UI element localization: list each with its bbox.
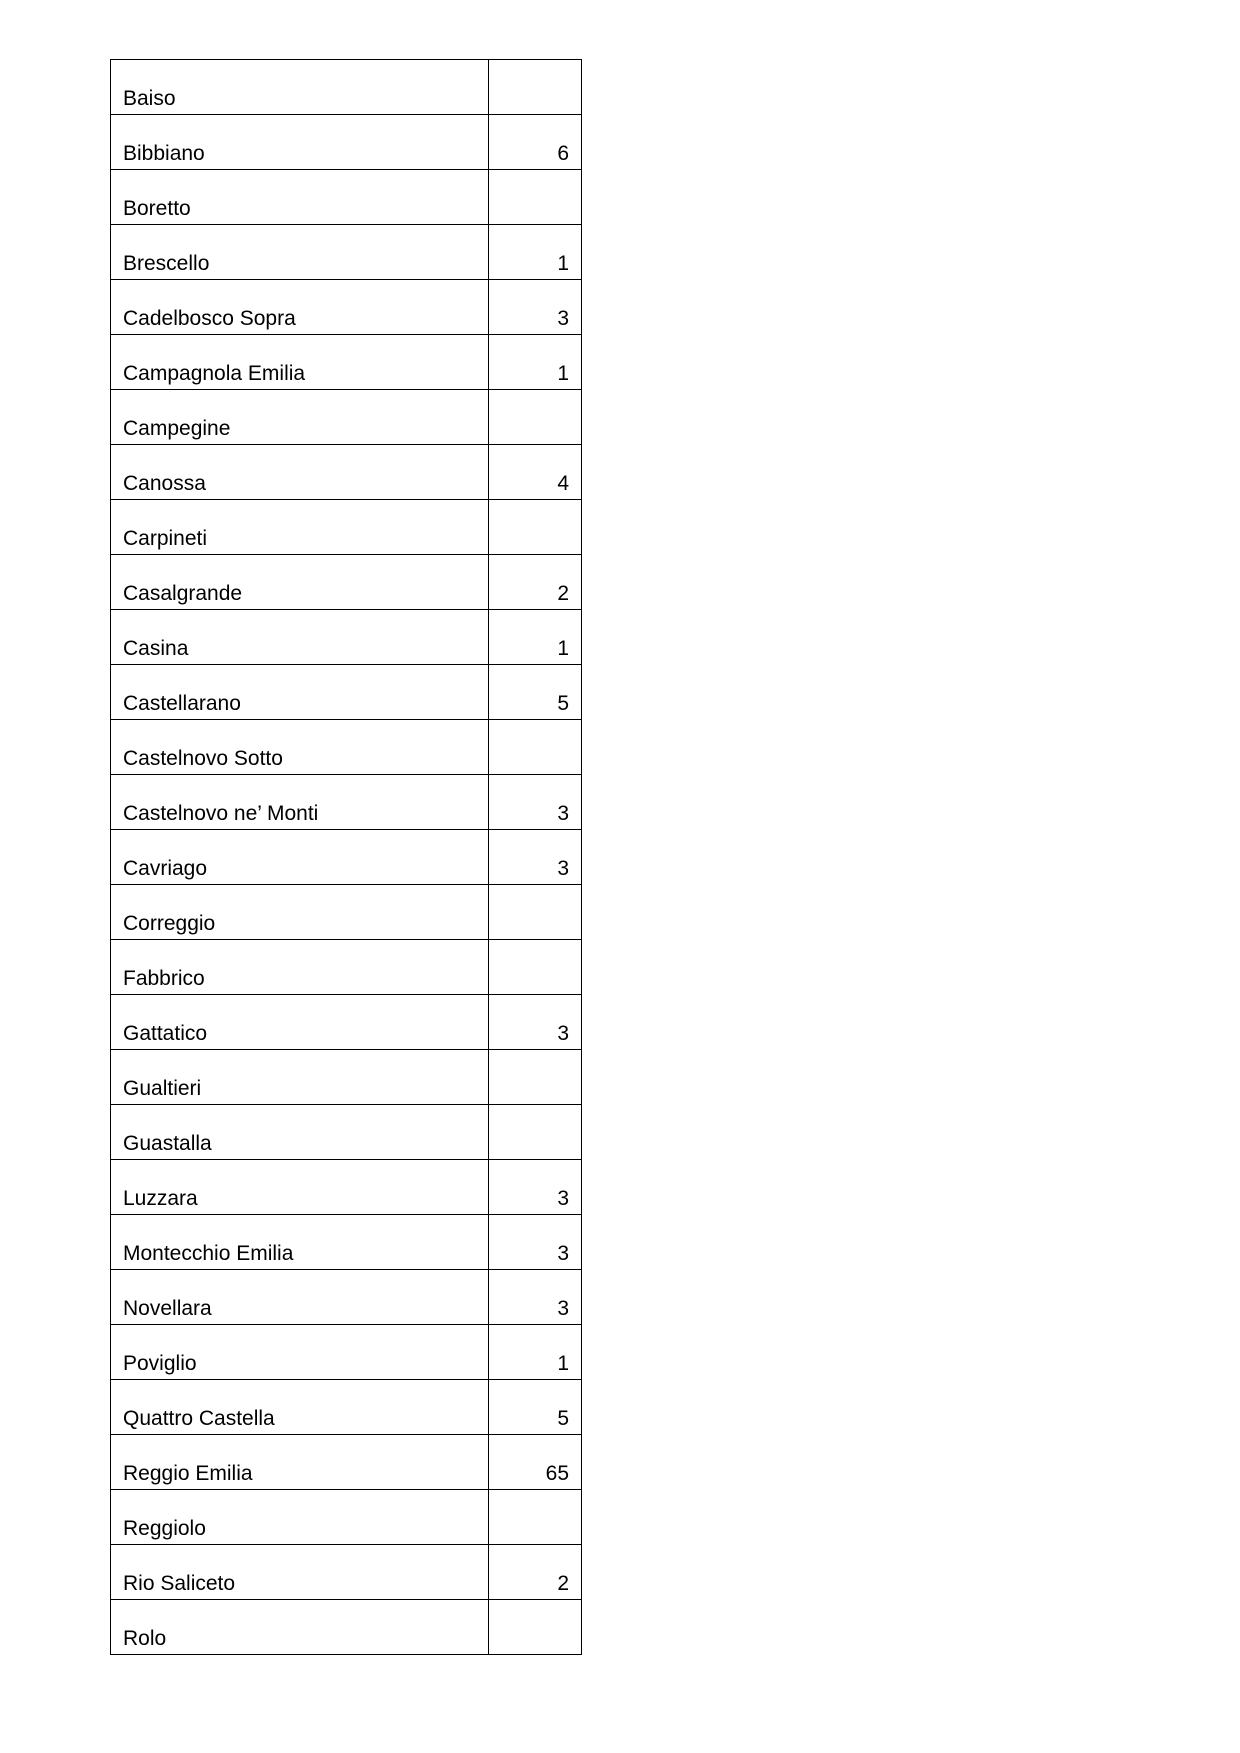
municipality-name: Campegine	[111, 390, 489, 445]
municipality-count	[489, 940, 582, 995]
table-row	[111, 1105, 582, 1160]
table-row	[111, 115, 582, 170]
table-row	[111, 1270, 582, 1325]
table-row	[111, 60, 582, 115]
municipality-count: 1	[489, 225, 582, 280]
table-row	[111, 940, 582, 995]
table-row	[111, 665, 582, 720]
municipality-count: 3	[489, 775, 582, 830]
municipality-name: Montecchio Emilia	[111, 1215, 489, 1270]
municipality-name: Campagnola Emilia	[111, 335, 489, 390]
table-row	[111, 225, 582, 280]
municipality-name: Correggio	[111, 885, 489, 940]
municipality-count: 3	[489, 1215, 582, 1270]
table-row	[111, 1490, 582, 1545]
municipality-name: Castellarano	[111, 665, 489, 720]
municipality-count: 1	[489, 335, 582, 390]
table-row	[111, 500, 582, 555]
municipality-name: Canossa	[111, 445, 489, 500]
municipality-count: 3	[489, 1270, 582, 1325]
table-row	[111, 1215, 582, 1270]
table-row	[111, 720, 582, 775]
municipality-count	[489, 1050, 582, 1105]
table-row	[111, 1050, 582, 1105]
municipality-name: Baiso	[111, 60, 489, 115]
table-row	[111, 170, 582, 225]
municipality-count: 65	[489, 1435, 582, 1490]
municipality-count	[489, 1600, 582, 1655]
municipality-table	[110, 59, 582, 1655]
municipality-count: 3	[489, 830, 582, 885]
table-row	[111, 775, 582, 830]
municipality-name: Castelnovo Sotto	[111, 720, 489, 775]
municipality-count	[489, 60, 582, 115]
municipality-count: 1	[489, 610, 582, 665]
municipality-name: Luzzara	[111, 1160, 489, 1215]
table-row	[111, 830, 582, 885]
table-row	[111, 995, 582, 1050]
table-row	[111, 1600, 582, 1655]
municipality-name: Carpineti	[111, 500, 489, 555]
municipality-name: Casalgrande	[111, 555, 489, 610]
table-row	[111, 280, 582, 335]
table-row	[111, 1325, 582, 1380]
municipality-name: Reggiolo	[111, 1490, 489, 1545]
table-row	[111, 390, 582, 445]
table-row	[111, 1380, 582, 1435]
municipality-count: 2	[489, 555, 582, 610]
municipality-name: Castelnovo ne’ Monti	[111, 775, 489, 830]
table-body	[111, 60, 582, 1655]
table-row	[111, 445, 582, 500]
municipality-name: Rolo	[111, 1600, 489, 1655]
municipality-name: Gattatico	[111, 995, 489, 1050]
municipality-count	[489, 170, 582, 225]
table-row	[111, 610, 582, 665]
municipality-name: Quattro Castella	[111, 1380, 489, 1435]
municipality-name: Reggio Emilia	[111, 1435, 489, 1490]
municipality-count: 2	[489, 1545, 582, 1600]
municipality-count	[489, 720, 582, 775]
municipality-count: 1	[489, 1325, 582, 1380]
municipality-name: Poviglio	[111, 1325, 489, 1380]
municipality-count: 5	[489, 665, 582, 720]
municipality-count	[489, 1105, 582, 1160]
municipality-name: Gualtieri	[111, 1050, 489, 1105]
municipality-name: Cadelbosco Sopra	[111, 280, 489, 335]
municipality-count: 6	[489, 115, 582, 170]
table-row	[111, 1545, 582, 1600]
municipality-name: Boretto	[111, 170, 489, 225]
municipality-name: Brescello	[111, 225, 489, 280]
municipality-count	[489, 500, 582, 555]
municipality-name: Bibbiano	[111, 115, 489, 170]
table-row	[111, 885, 582, 940]
municipality-name: Guastalla	[111, 1105, 489, 1160]
municipality-count: 3	[489, 280, 582, 335]
municipality-name: Fabbrico	[111, 940, 489, 995]
table-row	[111, 1435, 582, 1490]
municipality-count	[489, 1490, 582, 1545]
municipality-name: Novellara	[111, 1270, 489, 1325]
municipality-name: Rio Saliceto	[111, 1545, 489, 1600]
municipality-name: Casina	[111, 610, 489, 665]
municipality-name: Cavriago	[111, 830, 489, 885]
table-row	[111, 555, 582, 610]
table-row	[111, 1160, 582, 1215]
municipality-count	[489, 390, 582, 445]
municipality-count: 4	[489, 445, 582, 500]
municipality-count	[489, 885, 582, 940]
municipality-count: 3	[489, 995, 582, 1050]
municipality-count: 5	[489, 1380, 582, 1435]
table-row	[111, 335, 582, 390]
municipality-count: 3	[489, 1160, 582, 1215]
